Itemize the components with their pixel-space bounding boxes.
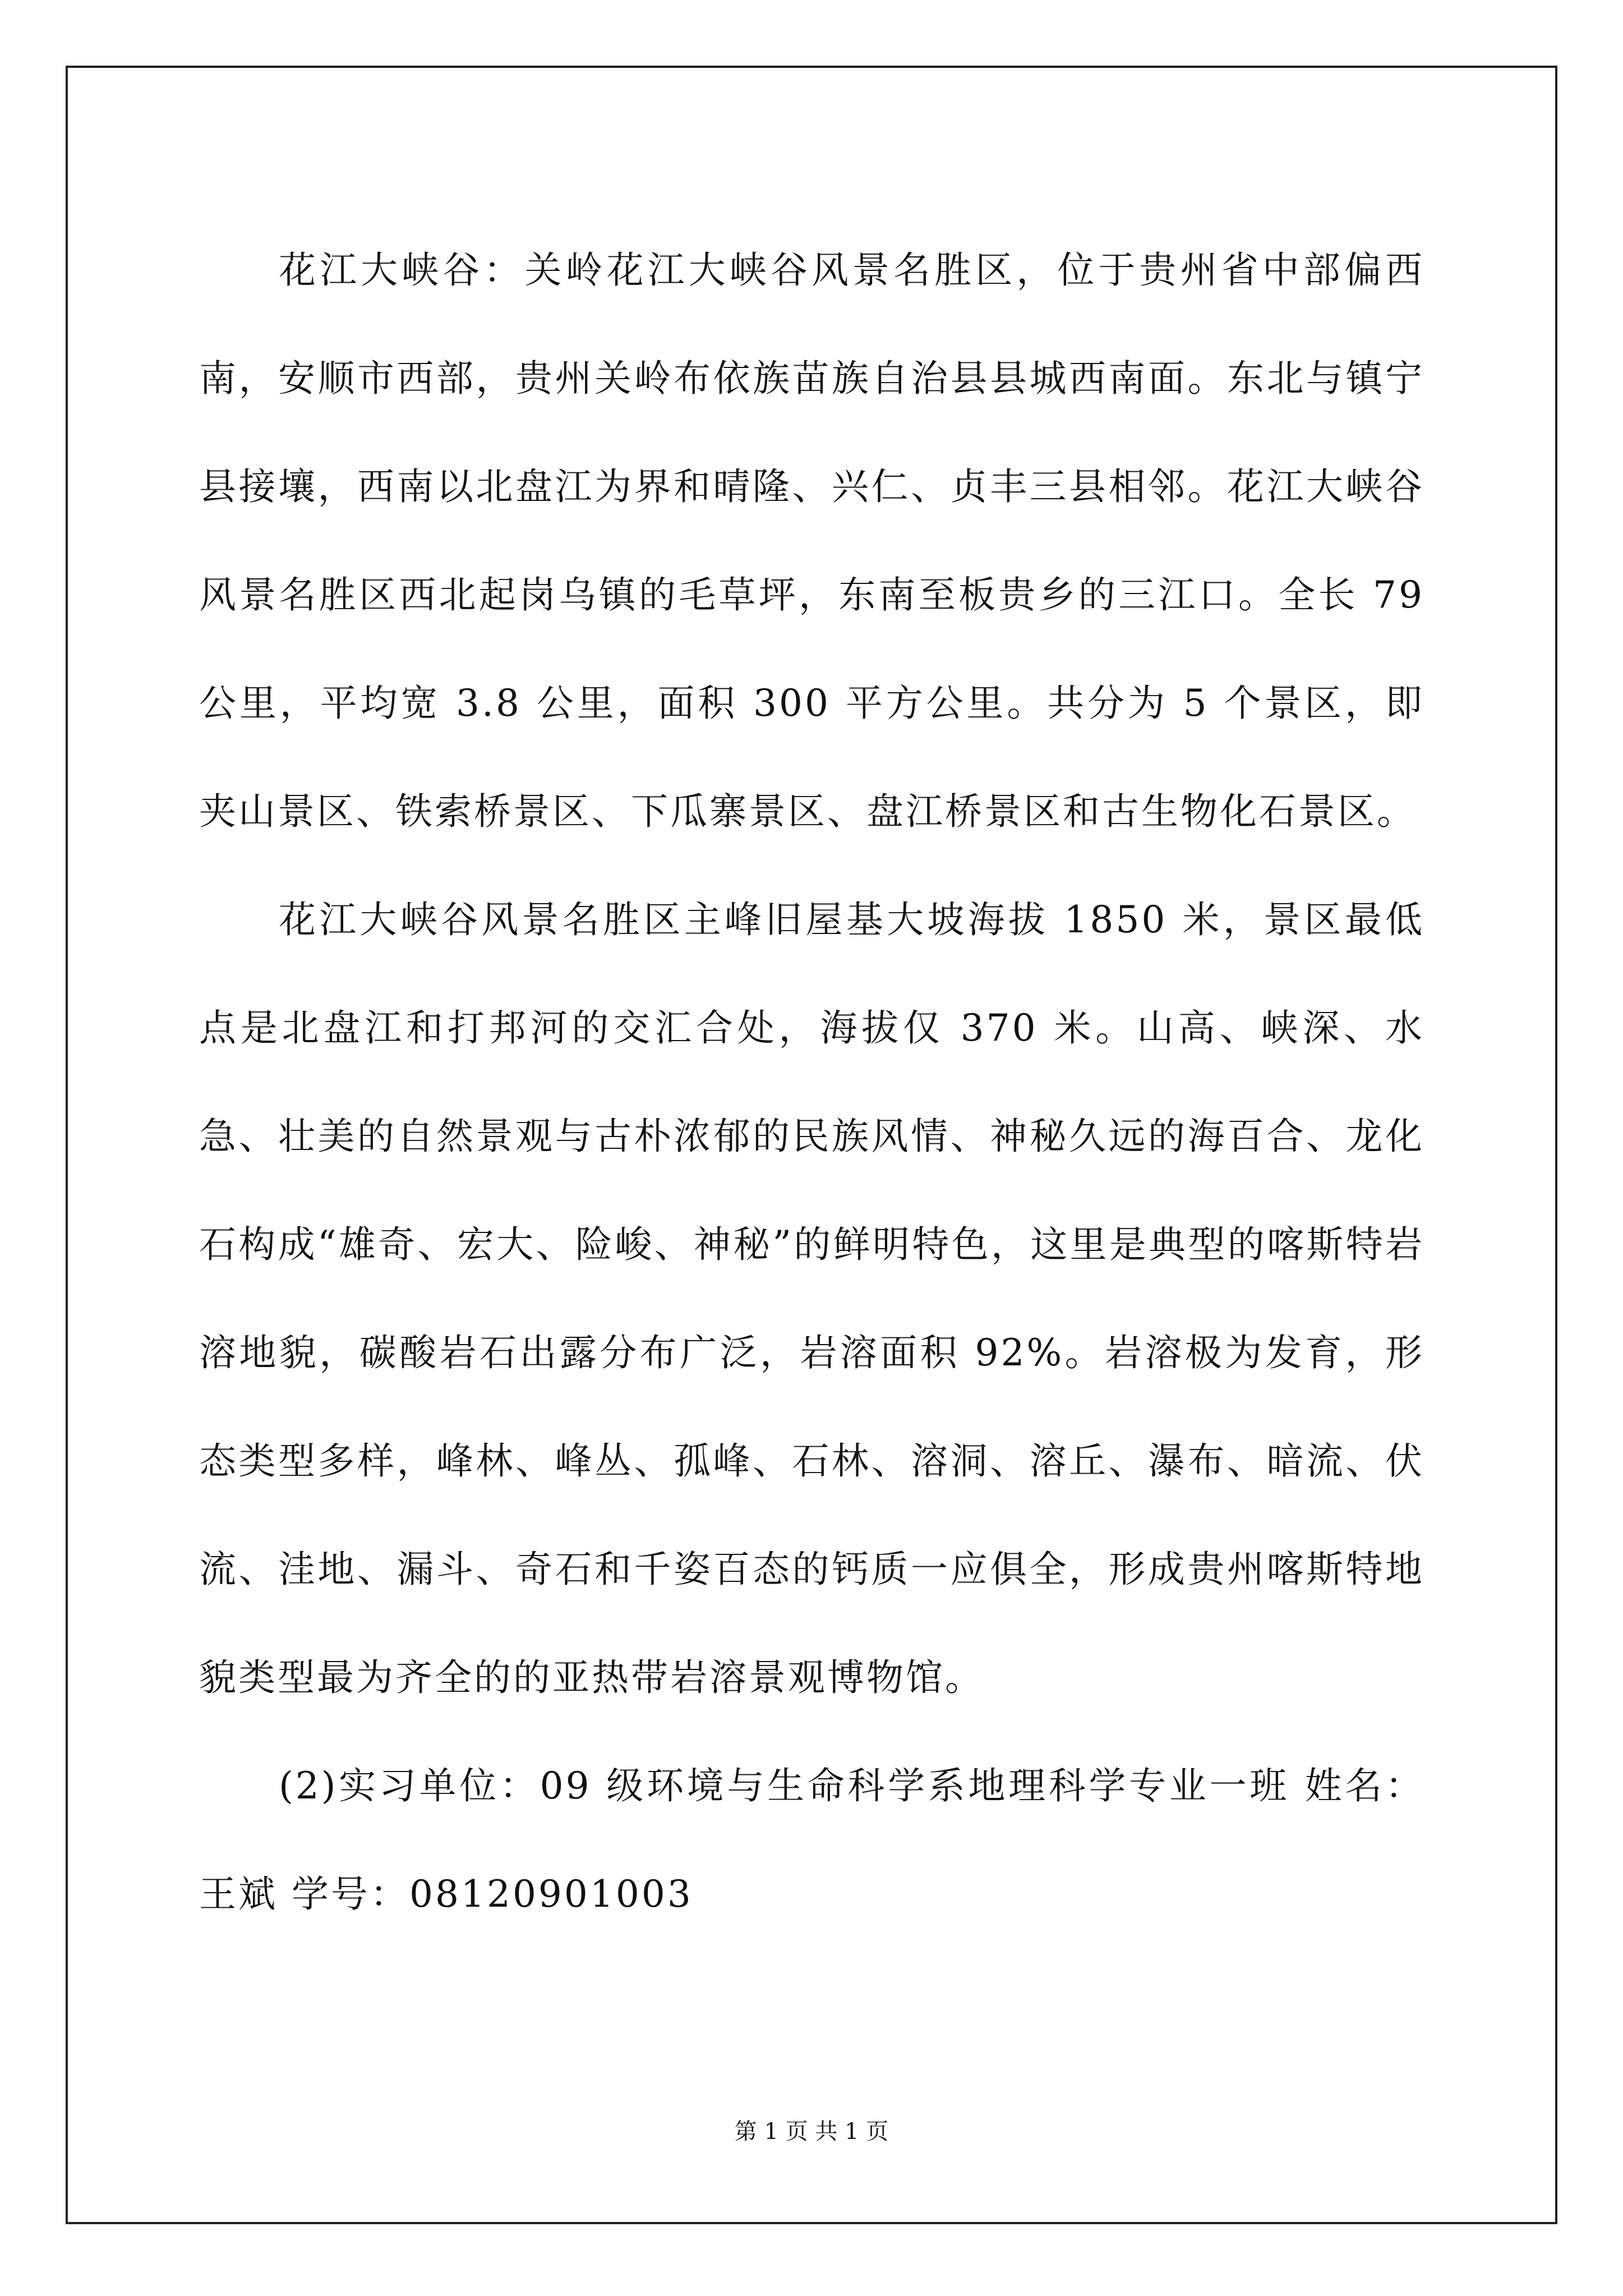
paragraph-huajiang-landscape: 花江大峡谷风景名胜区主峰旧屋基大坡海拔 1850 米，景区最低点是北盘江和打邦河的交汇合处，海拔仅 370 米。山高、峡深、水急、壮美的自然景观与古朴浓郁的民族风情、神秘久远的海百合、龙化石构成“雄奇、宏大、险峻、神秘”的鲜明特色，这里是典型的喀斯特岩溶地貌，碳酸岩石出露分布广泛，岩溶面积 92%。岩溶极为发育，形态类型多样，峰林、峰丛、孤峰、石林、溶洞、溶丘、瀑布、暗流、伏流、洼地、漏斗、奇石和千姿百态的钙质一应俱全，形成贵州喀斯特地貌类型最为齐全的的亚热带岩溶景观博物馆。 bbox=[199, 898, 1424, 1699]
page-footer: 第 1 页 共 1 页 bbox=[734, 2119, 889, 2145]
document-body bbox=[199, 216, 1424, 1948]
paragraph-huajiang-intro: 花江大峡谷：关岭花江大峡谷风景名胜区，位于贵州省中部偏西南，安顺市西部，贵州关岭布依族苗族自治县县城西南面。东北与镇宁县接壤，西南以北盘江为界和晴隆、兴仁、贞丰三县相邻。花江大峡谷风景名胜区西北起岗乌镇的毛草坪，东南至板贵乡的三江口。全长 79 公里，平均宽 3.8 公里，面积 300 平方公里。共分为 5 个景区，即夹山景区、铁索桥景区、下瓜寨景区、盘江桥景区和古生物化石景区。 bbox=[199, 249, 1424, 833]
paragraph-internship-unit: (2)实习单位：09 级环境与生命科学系地理科学专业一班 姓名：王斌 学号：08120901003 bbox=[199, 1764, 1424, 1916]
